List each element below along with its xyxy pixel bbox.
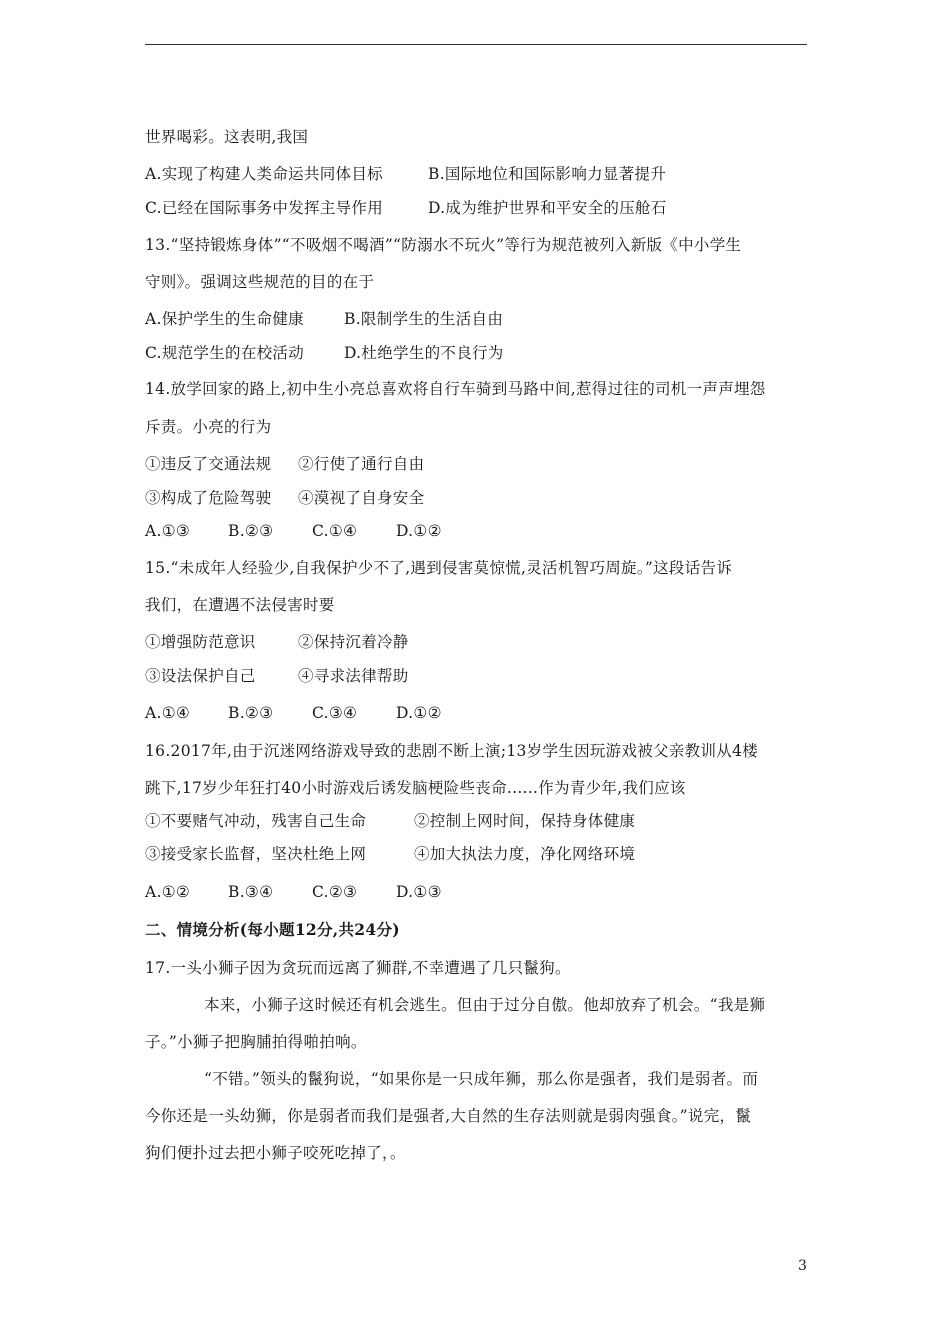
q15-stem-line2: 我们，在遭遇不法侵害时要 [145, 596, 335, 614]
q15-item-1: ①增强防范意识 [145, 633, 256, 651]
q14-stem-line2: 斥责。小亮的行为 [145, 418, 272, 436]
q15-item-3: ③设法保护自己 [145, 667, 256, 685]
q12-option-a: A.实现了构建人类命运共同体目标 [145, 165, 383, 183]
q14-item-4: ④漠视了自身安全 [298, 489, 425, 507]
q15-stem-line1: 15.“未成年人经验少,自我保护少不了,遇到侵害莫惊慌,灵活机智巧周旋。”这段话告诉 [145, 559, 733, 577]
q14-item-1: ①违反了交通法规 [145, 455, 272, 473]
q17-paragraph2-line3: 狗们便扑过去把小狮子咬死吃掉了，。 [145, 1144, 406, 1162]
q16-item-1: ①不要赌气冲动，残害自己生命 [145, 812, 367, 830]
header-rule [145, 44, 807, 45]
q15-item-2: ②保持沉着冷静 [298, 633, 409, 651]
q12-stem-tail: 世界喝彩。这表明,我国 [145, 128, 309, 146]
q16-option-a: A.①② [145, 883, 191, 901]
page-number: 3 [798, 1258, 807, 1274]
q14-item-2: ②行使了通行自由 [298, 455, 425, 473]
q15-item-4: ④寻求法律帮助 [298, 667, 409, 685]
section-2-heading: 二、情境分析(每小题12分,共24分) [145, 920, 400, 939]
q16-stem-line2: 跳下,17岁少年狂打40小时游戏后诱发脑梗险些丧命......作为青少年,我们应该 [145, 779, 686, 797]
q13-option-c: C.规范学生的在校活动 [145, 344, 305, 362]
q17-paragraph2-line2: 今你还是一头幼狮，你是弱者而我们是强者,大自然的生存法则就是弱肉强食。”说完，鬣 [145, 1107, 752, 1125]
q14-option-d: D.①② [396, 522, 442, 540]
q17-stem-line1: 17.一头小狮子因为贪玩而远离了狮群,不幸遭遇了几只鬣狗。 [145, 959, 571, 977]
q13-stem-line1: 13.“坚持锻炼身体”“不吸烟不喝酒”“防溺水不玩火”等行为规范被列入新版《中小学生 [145, 236, 742, 254]
q17-paragraph1-line1: 本来，小狮子这时候还有机会逃生。但由于过分自傲。他却放弃了机会。“我是狮 [204, 996, 766, 1014]
q14-option-a: A.①③ [145, 522, 191, 540]
q16-stem-line1: 16.2017年,由于沉迷网络游戏导致的悲剧不断上演;13岁学生因玩游戏被父亲教训从4楼 [145, 742, 759, 760]
q17-paragraph2-line1: “不错。”领头的鬣狗说，“如果你是一只成年狮，那么你是强者，我们是弱者。而 [204, 1070, 759, 1088]
q15-option-a: A.①④ [145, 704, 191, 722]
q16-item-2: ②控制上网时间，保持身体健康 [414, 812, 636, 830]
q12-option-b: B.国际地位和国际影响力显著提升 [428, 165, 667, 183]
q13-option-b: B.限制学生的生活自由 [344, 310, 504, 328]
q14-option-b: B.②③ [228, 522, 274, 540]
q14-item-3: ③构成了危险驾驶 [145, 489, 272, 507]
q16-option-d: D.①③ [396, 883, 442, 901]
q15-option-d: D.①② [396, 704, 442, 722]
q14-stem-line1: 14.放学回家的路上,初中生小亮总喜欢将自行车骑到马路中间,惹得过往的司机一声声埋怨 [145, 380, 766, 398]
q14-option-c: C.①④ [312, 522, 358, 540]
q17-paragraph1-line2: 子。”小狮子把胸脯拍得啪拍响。 [145, 1033, 367, 1051]
q16-option-c: C.②③ [312, 883, 358, 901]
q12-option-c: C.已经在国际事务中发挥主导作用 [145, 199, 384, 217]
q15-option-c: C.③④ [312, 704, 358, 722]
q16-item-4: ④加大执法力度，净化网络环境 [414, 845, 636, 863]
q15-option-b: B.②③ [228, 704, 274, 722]
q13-stem-line2: 守则》。强调这些规范的目的在于 [145, 273, 375, 291]
q13-option-a: A.保护学生的生命健康 [145, 310, 304, 328]
q16-item-3: ③接受家长监督，坚决杜绝上网 [145, 845, 367, 863]
q16-option-b: B.③④ [228, 883, 274, 901]
q13-option-d: D.杜绝学生的不良行为 [344, 344, 504, 362]
q12-option-d: D.成为维护世界和平安全的压舱石 [428, 199, 667, 217]
